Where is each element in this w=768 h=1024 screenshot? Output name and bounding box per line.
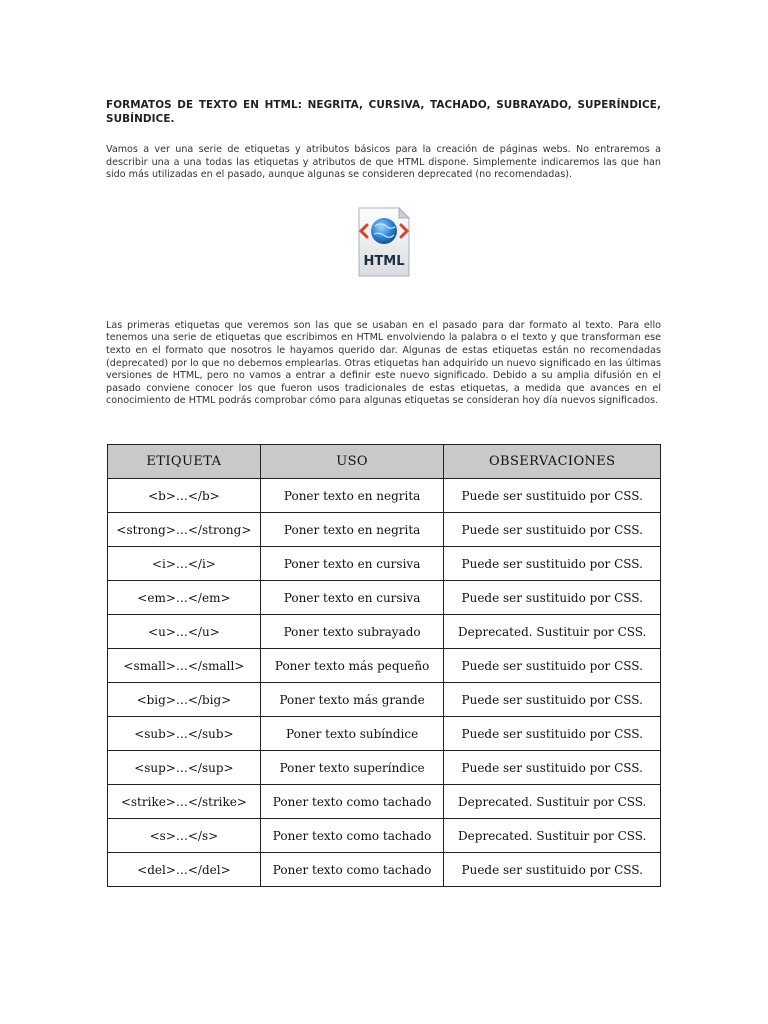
cell-tag: <u>…</u> xyxy=(108,615,261,649)
cell-notes: Puede ser sustituido por CSS. xyxy=(444,479,661,513)
cell-notes: Puede ser sustituido por CSS. xyxy=(444,649,661,683)
cell-notes: Puede ser sustituido por CSS. xyxy=(444,513,661,547)
cell-tag: <big>…</big> xyxy=(108,683,261,717)
cell-use: Poner texto subíndice xyxy=(260,717,444,751)
cell-use: Poner texto como tachado xyxy=(260,853,444,887)
cell-use: Poner texto en cursiva xyxy=(260,581,444,615)
cell-use: Poner texto subrayado xyxy=(260,615,444,649)
cell-notes: Deprecated. Sustituir por CSS. xyxy=(444,785,661,819)
document-page xyxy=(106,98,661,408)
cell-use: Poner texto más grande xyxy=(260,683,444,717)
html-logo-graphic xyxy=(355,202,413,280)
cell-notes: Puede ser sustituido por CSS. xyxy=(444,683,661,717)
cell-notes: Puede ser sustituido por CSS. xyxy=(444,751,661,785)
cell-tag: <strike>…</strike> xyxy=(108,785,261,819)
table-row xyxy=(108,717,661,751)
cell-tag: <b>…</b> xyxy=(108,479,261,513)
logo-container xyxy=(106,202,661,282)
table-row xyxy=(108,819,661,853)
tags-table xyxy=(107,444,661,887)
table-row xyxy=(108,649,661,683)
table-row xyxy=(108,785,661,819)
table-row xyxy=(108,479,661,513)
cell-tag: <em>…</em> xyxy=(108,581,261,615)
cell-use: Poner texto superíndice xyxy=(260,751,444,785)
table-row xyxy=(108,683,661,717)
cell-tag: <i>…</i> xyxy=(108,547,261,581)
header-observaciones: OBSERVACIONES xyxy=(444,445,661,479)
cell-tag: <small>…</small> xyxy=(108,649,261,683)
cell-tag: <sup>…</sup> xyxy=(108,751,261,785)
html-globe-logo-icon xyxy=(355,202,413,280)
cell-notes: Puede ser sustituido por CSS. xyxy=(444,853,661,887)
cell-use: Poner texto en negrita xyxy=(260,479,444,513)
cell-tag: <sub>…</sub> xyxy=(108,717,261,751)
cell-notes: Puede ser sustituido por CSS. xyxy=(444,547,661,581)
table-row xyxy=(108,615,661,649)
cell-use: Poner texto en negrita xyxy=(260,513,444,547)
body-paragraph: Las primeras etiquetas que veremos son las que se usaban en el pasado para dar formato al texto. Para ello tenemos una serie de etiquetas que escribimos en HTML envolviendo la palabra o el texto y que transforman ese texto en el formato que nosotros le hayamos querido dar. Algunas de estas etiquetas están no recomendadas (deprecated) por lo que no debemos emplearlas. Otras etiquetas han adquirido un nuevo significado en las últimas versiones de HTML, pero no vamos a entrar a definir este nuevo significado. Debido a su amplia difusión en el pasado conviene conocer los que fueron usos tradicionales de estas etiquetas, a medida que avances en el conocimiento de HTML podrás comprobar cómo para algunas etiquetas se consideran hoy día nuevos significados. xyxy=(106,319,661,407)
header-etiqueta: ETIQUETA xyxy=(108,445,261,479)
cell-use: Poner texto como tachado xyxy=(260,819,444,853)
cell-notes: Puede ser sustituido por CSS. xyxy=(444,717,661,751)
cell-notes: Puede ser sustituido por CSS. xyxy=(444,581,661,615)
cell-tag: <s>…</s> xyxy=(108,819,261,853)
cell-tag: <strong>…</strong> xyxy=(108,513,261,547)
intro-paragraph: Vamos a ver una serie de etiquetas y atributos básicos para la creación de páginas webs. No entraremos a describir una a una todas las etiquetas y atributos de que HTML dispone. Simplemente indicaremos las que han sido más utilizadas en el pasado, aunque algunas se consideren deprecated (no recomendadas). xyxy=(106,144,661,181)
document-title: FORMATOS DE TEXTO EN HTML: NEGRITA, CURSIVA, TACHADO, SUBRAYADO, SUPERÍNDICE, SUBÍNDICE. xyxy=(106,99,661,125)
header-uso: USO xyxy=(260,445,444,479)
logo-label: HTML xyxy=(363,253,404,269)
cell-use: Poner texto en cursiva xyxy=(260,547,444,581)
table-row xyxy=(108,547,661,581)
cell-notes: Deprecated. Sustituir por CSS. xyxy=(444,819,661,853)
cell-use: Poner texto más pequeño xyxy=(260,649,444,683)
table-header-row xyxy=(108,445,661,479)
table-row xyxy=(108,513,661,547)
cell-notes: Deprecated. Sustituir por CSS. xyxy=(444,615,661,649)
cell-use: Poner texto como tachado xyxy=(260,785,444,819)
table-row xyxy=(108,751,661,785)
table-row xyxy=(108,581,661,615)
table-row xyxy=(108,853,661,887)
cell-tag: <del>…</del> xyxy=(108,853,261,887)
